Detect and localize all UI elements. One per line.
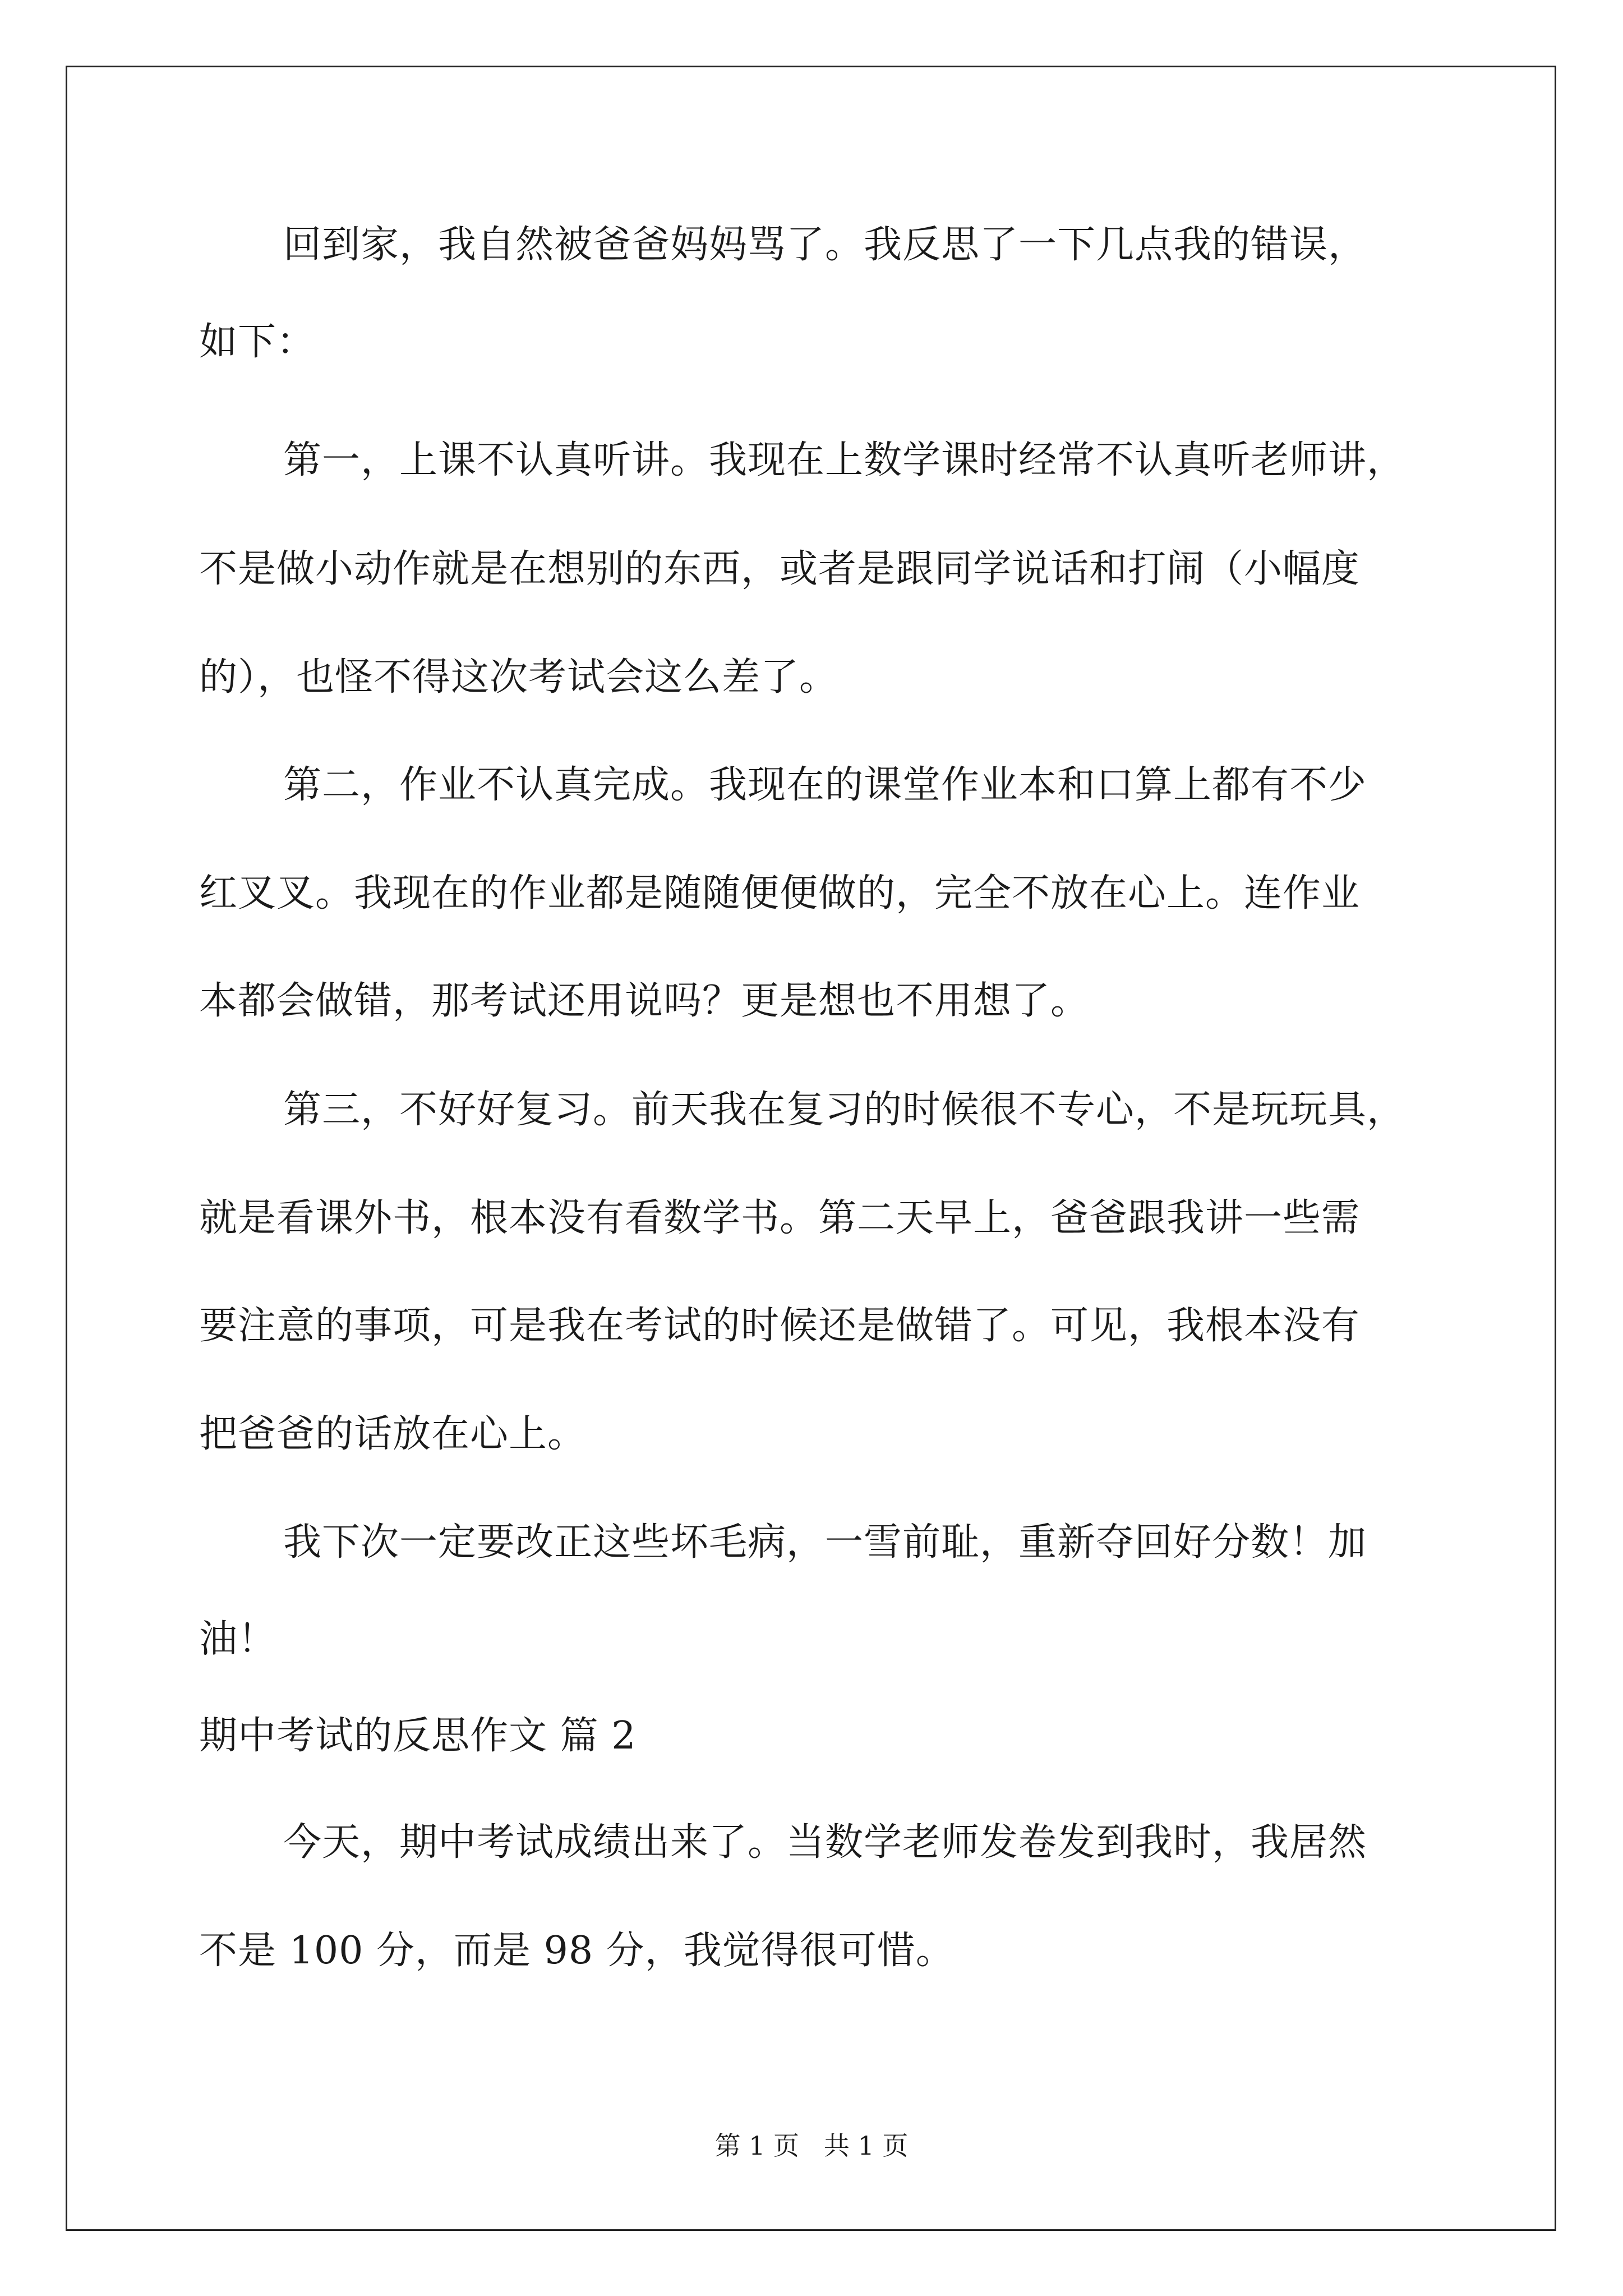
paragraph-4-line-2: 就是看课外书，根本没有看数学书。第二天早上，爸爸跟我讲一些需: [199, 1196, 1361, 1240]
paragraph-4-line-4: 把爸爸的话放在心上。: [199, 1412, 587, 1456]
page-border: [66, 66, 1556, 2231]
paragraph-3-line-3: 本都会做错，那考试还用说吗？更是想也不用想了。: [199, 979, 1090, 1023]
paragraph-6-line-2: 不是 100 分，而是 98 分，我觉得很可惜。: [199, 1929, 955, 1973]
paragraph-2-line-2: 不是做小动作就是在想别的东西，或者是跟同学说话和打闹（小幅度: [199, 547, 1361, 591]
paragraph-4-line-3: 要注意的事项，可是我在考试的时候还是做错了。可见，我根本没有: [199, 1304, 1361, 1348]
paragraph-2-line-1: 第一，上课不认真听讲。我现在上数学课时经常不认真听老师讲，: [283, 438, 1406, 482]
paragraph-4-line-1: 第三，不好好复习。前天我在复习的时候很不专心，不是玩玩具，: [283, 1088, 1406, 1132]
paragraph-5-line-1: 我下次一定要改正这些坏毛病，一雪前耻，重新夺回好分数！加: [283, 1520, 1367, 1565]
paragraph-3-line-2: 红叉叉。我现在的作业都是随随便便做的，完全不放在心上。连作业: [199, 871, 1361, 915]
paragraph-1-line-1: 回到家，我自然被爸爸妈妈骂了。我反思了一下几点我的错误，: [283, 223, 1367, 267]
paragraph-3-line-1: 第二，作业不认真完成。我现在的课堂作业本和口算上都有不少: [283, 763, 1367, 807]
paragraph-6-line-1: 今天，期中考试成绩出来了。当数学老师发卷发到我时，我居然: [283, 1820, 1367, 1865]
paragraph-5-line-2: 油！: [199, 1617, 277, 1662]
page-number-footer: 第 1 页 共 1 页: [714, 2131, 909, 2161]
paragraph-2-line-3: 的），也怪不得这次考试会这么差了。: [199, 655, 838, 700]
paragraph-1-line-2: 如下：: [199, 320, 316, 364]
section-heading: 期中考试的反思作文 篇 2: [199, 1714, 637, 1758]
